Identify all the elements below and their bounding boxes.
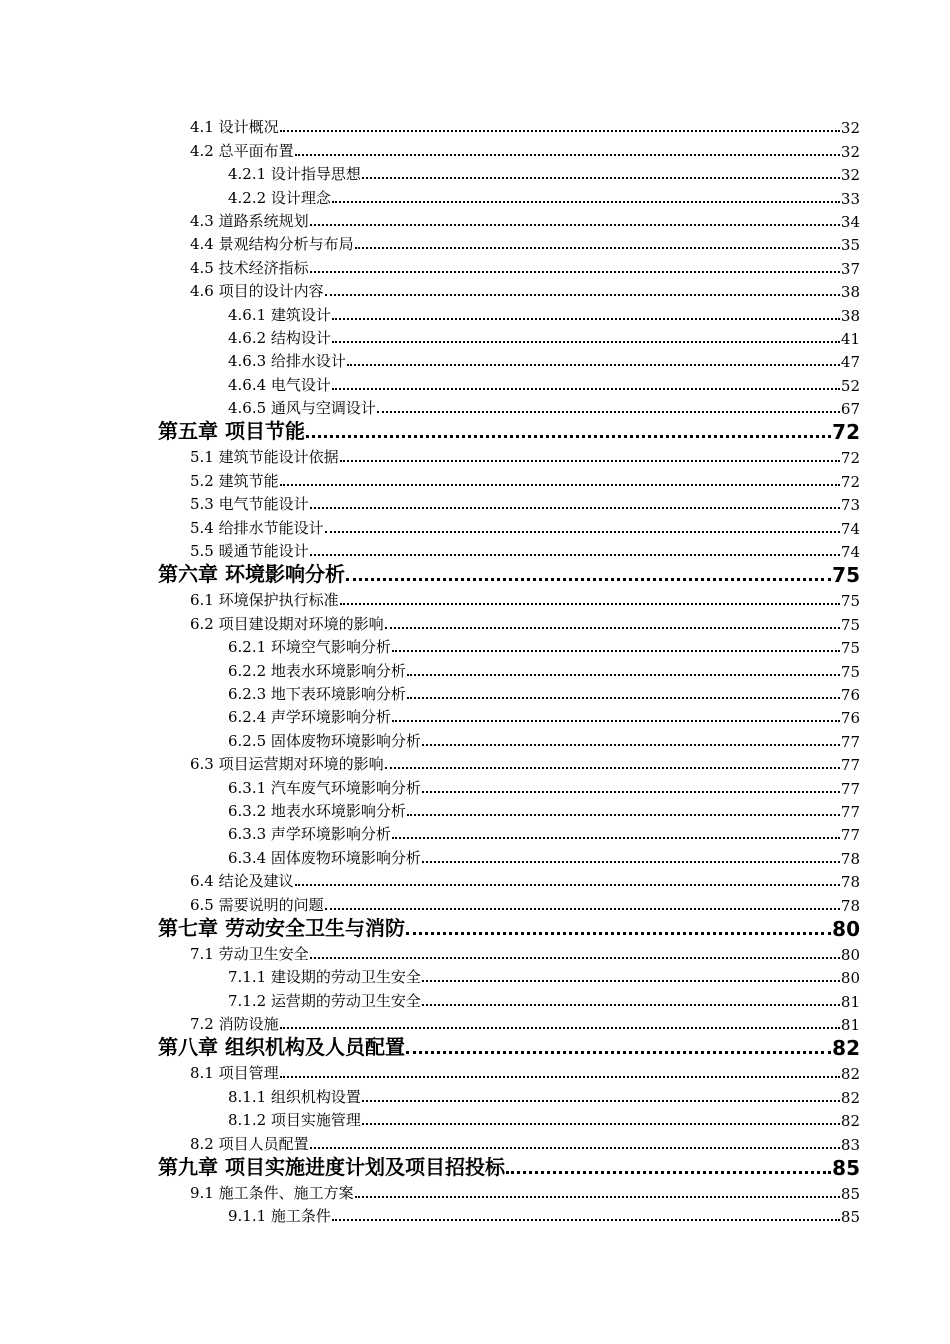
toc-entry-title: 6.3 项目运营期对环境的影响 (190, 755, 384, 774)
toc-page-number: 83 (840, 1135, 860, 1154)
dot-leader (280, 484, 840, 486)
toc-chapter-entry[interactable] (158, 418, 860, 444)
toc-entry-title: 6.5 需要说明的问题 (190, 895, 324, 914)
dot-leader (325, 531, 840, 533)
toc-entry-title: 4.2 总平面布置 (190, 141, 294, 160)
toc-subsection-entry[interactable] (158, 987, 860, 1010)
dot-leader (280, 1027, 840, 1029)
toc-entry-title: 4.3 道路系统规划 (190, 211, 309, 230)
toc-page-number: 32 (840, 119, 860, 138)
dot-leader (385, 627, 840, 629)
toc-subsection-entry[interactable] (158, 704, 860, 727)
dot-leader (422, 1004, 840, 1006)
toc-page-number: 82 (840, 1088, 860, 1107)
toc-page-number: 34 (840, 212, 860, 231)
toc-page-number: 80 (840, 969, 860, 988)
toc-chapter-entry[interactable] (158, 1034, 860, 1060)
toc-subsection-entry[interactable] (158, 325, 860, 348)
toc-entry-title: 5.5 暖通节能设计 (190, 542, 309, 561)
toc-page-number: 72 (840, 472, 860, 491)
toc-section-entry[interactable] (158, 467, 860, 490)
dot-leader (310, 507, 840, 509)
toc-section-entry[interactable] (158, 137, 860, 160)
toc-page-number: 77 (840, 802, 860, 821)
toc-entry-title: 8.1.2 项目实施管理 (228, 1111, 361, 1130)
dot-leader (362, 1123, 840, 1125)
toc-entry-title: 6.3.3 声学环境影响分析 (228, 825, 391, 844)
toc-entry-title: 4.2.1 设计指导思想 (228, 165, 361, 184)
dot-leader (407, 697, 840, 699)
dot-leader (422, 980, 840, 982)
dot-leader (407, 814, 840, 816)
toc-entry-title: 第七章 劳动安全卫生与消防 (158, 915, 405, 940)
toc-entry-title: 第八章 组织机构及人员配置 (158, 1035, 405, 1060)
toc-entry-title: 6.3.2 地表水环境影响分析 (228, 801, 406, 820)
toc-page-number: 38 (840, 306, 860, 325)
dot-leader (325, 908, 840, 910)
toc-page-number: 76 (840, 709, 860, 728)
toc-entry-title: 7.1 劳动卫生安全 (190, 944, 309, 963)
dot-leader (362, 1100, 840, 1102)
toc-subsection-entry[interactable] (158, 348, 860, 371)
dot-leader (310, 957, 840, 959)
toc-entry-title: 8.2 项目人员配置 (190, 1134, 309, 1153)
toc-entry-title: 第五章 项目节能 (158, 419, 305, 444)
toc-page-number: 75 (840, 592, 860, 611)
dot-leader (392, 650, 840, 652)
toc-subsection-entry[interactable] (158, 301, 860, 324)
dot-leader (295, 154, 840, 156)
dot-leader (355, 247, 840, 249)
toc-subsection-entry[interactable] (158, 821, 860, 844)
toc-subsection-entry[interactable] (158, 681, 860, 704)
toc-entry-title: 6.2.2 地表水环境影响分析 (228, 661, 406, 680)
dot-leader (385, 767, 840, 769)
dot-leader (407, 674, 840, 676)
toc-subsection-entry[interactable] (158, 774, 860, 797)
dot-leader (346, 578, 831, 581)
dot-leader (377, 411, 840, 413)
toc-entry-title: 6.2 项目建设期对环境的影响 (190, 614, 384, 633)
toc-entry-title: 9.1 施工条件、施工方案 (190, 1184, 354, 1203)
toc-page-number: 81 (840, 1016, 860, 1035)
toc-page-number: 78 (840, 849, 860, 868)
dot-leader (332, 1219, 840, 1221)
toc-page-number: 77 (840, 779, 860, 798)
dot-leader (310, 1147, 840, 1149)
toc-page-number: 73 (840, 496, 860, 515)
toc-entry-title: 6.1 环境保护执行标准 (190, 591, 339, 610)
toc-chapter-entry[interactable] (158, 915, 860, 941)
dot-leader (406, 1051, 831, 1054)
toc-entry-title: 5.3 电气节能设计 (190, 495, 309, 514)
toc-entry-title: 8.1.1 组织机构设置 (228, 1087, 361, 1106)
toc-page-number: 72 (832, 420, 860, 445)
toc-page-number: 75 (840, 662, 860, 681)
toc-page-number: 37 (840, 259, 860, 278)
toc-entry-title: 4.6.5 通风与空调设计 (228, 399, 376, 418)
toc-section-entry[interactable] (158, 1180, 860, 1203)
toc-section-entry[interactable] (158, 114, 860, 137)
dot-leader (506, 1171, 831, 1174)
dot-leader (310, 554, 840, 556)
toc-entry-title: 7.1.2 运营期的劳动卫生安全 (228, 991, 421, 1010)
toc-page-number: 77 (840, 732, 860, 751)
toc-page-number: 85 (832, 1155, 860, 1180)
dot-leader (332, 388, 840, 390)
dot-leader (325, 294, 840, 296)
toc-subsection-entry[interactable] (158, 964, 860, 987)
toc-page-number: 77 (840, 756, 860, 775)
toc-entry-title: 5.2 建筑节能 (190, 471, 279, 490)
toc-section-entry[interactable] (158, 587, 860, 610)
toc-section-entry[interactable] (158, 514, 860, 537)
toc-entry-title: 7.1.1 建设期的劳动卫生安全 (228, 968, 421, 987)
table-of-contents (158, 114, 860, 1226)
toc-page-number: 85 (840, 1185, 860, 1204)
toc-entry-title: 6.3.1 汽车废气环境影响分析 (228, 778, 421, 797)
toc-page-number: 82 (840, 1112, 860, 1131)
toc-section-entry[interactable] (158, 208, 860, 231)
toc-entry-title: 4.6.3 给排水设计 (228, 352, 346, 371)
toc-entry-title: 7.2 消防设施 (190, 1015, 279, 1034)
toc-page-number: 80 (832, 916, 860, 941)
toc-subsection-entry[interactable] (158, 1203, 860, 1226)
dot-leader (392, 720, 840, 722)
toc-page-number: 32 (840, 142, 860, 161)
dot-leader (422, 861, 840, 863)
toc-entry-title: 6.2.1 环境空气影响分析 (228, 638, 391, 657)
toc-page-number: 82 (840, 1065, 860, 1084)
toc-subsection-entry[interactable] (158, 184, 860, 207)
toc-section-entry[interactable] (158, 941, 860, 964)
toc-entry-title: 第九章 项目实施进度计划及项目招投标 (158, 1154, 505, 1179)
toc-section-entry[interactable] (158, 254, 860, 277)
dot-leader (280, 130, 840, 132)
toc-page-number: 38 (840, 283, 860, 302)
toc-entry-title: 6.3.4 固体废物环境影响分析 (228, 848, 421, 867)
toc-page-number: 76 (840, 685, 860, 704)
dot-leader (392, 837, 840, 839)
toc-entry-title: 4.5 技术经济指标 (190, 258, 309, 277)
toc-page-number: 33 (840, 189, 860, 208)
dot-leader (332, 318, 840, 320)
toc-subsection-entry[interactable] (158, 1107, 860, 1130)
toc-section-entry[interactable] (158, 231, 860, 254)
toc-page-number: 52 (840, 376, 860, 395)
dot-leader (306, 435, 831, 438)
toc-page-number: 47 (840, 353, 860, 372)
toc-page-number: 78 (840, 873, 860, 892)
toc-entry-title: 4.6.1 建筑设计 (228, 305, 331, 324)
toc-entry-title: 8.1 项目管理 (190, 1064, 279, 1083)
toc-page-number: 75 (832, 563, 860, 588)
toc-entry-title: 6.2.4 声学环境影响分析 (228, 708, 391, 727)
dot-leader (332, 201, 840, 203)
toc-page-number: 67 (840, 400, 860, 419)
toc-entry-title: 4.2.2 设计理念 (228, 188, 331, 207)
toc-subsection-entry[interactable] (158, 1083, 860, 1106)
dot-leader (422, 744, 840, 746)
toc-subsection-entry[interactable] (158, 634, 860, 657)
toc-entry-title: 6.2.3 地下表环境影响分析 (228, 684, 406, 703)
toc-page-number: 81 (840, 992, 860, 1011)
toc-page-number: 75 (840, 639, 860, 658)
dot-leader (310, 224, 840, 226)
dot-leader (347, 364, 840, 366)
toc-entry-title: 4.6.2 结构设计 (228, 328, 331, 347)
dot-leader (310, 271, 840, 273)
toc-entry-title: 4.1 设计概况 (190, 118, 279, 137)
toc-entry-title: 5.4 给排水节能设计 (190, 518, 324, 537)
toc-page-number: 74 (840, 519, 860, 538)
toc-page-number: 80 (840, 945, 860, 964)
toc-page-number: 75 (840, 615, 860, 634)
toc-page-number: 82 (832, 1036, 860, 1061)
toc-section-entry[interactable] (158, 868, 860, 891)
dot-leader (332, 341, 840, 343)
toc-entry-title: 6.2.5 固体废物环境影响分析 (228, 731, 421, 750)
toc-chapter-entry[interactable] (158, 561, 860, 587)
dot-leader (355, 1196, 840, 1198)
toc-entry-title: 4.6.4 电气设计 (228, 375, 331, 394)
dot-leader (362, 177, 840, 179)
toc-page-number: 72 (840, 449, 860, 468)
toc-section-entry[interactable] (158, 491, 860, 514)
toc-subsection-entry[interactable] (158, 371, 860, 394)
toc-page-number: 85 (840, 1208, 860, 1227)
toc-page-number: 77 (840, 826, 860, 845)
dot-leader (422, 791, 840, 793)
toc-chapter-entry[interactable] (158, 1154, 860, 1180)
dot-leader (406, 932, 831, 935)
toc-section-entry[interactable] (158, 610, 860, 633)
dot-leader (295, 884, 840, 886)
toc-entry-title: 第六章 环境影响分析 (158, 562, 345, 587)
toc-entry-title: 4.6 项目的设计内容 (190, 282, 324, 301)
dot-leader (340, 460, 840, 462)
toc-section-entry[interactable] (158, 278, 860, 301)
toc-page-number: 78 (840, 896, 860, 915)
toc-page-number: 41 (840, 329, 860, 348)
toc-page-number: 35 (840, 236, 860, 255)
dot-leader (280, 1076, 840, 1078)
toc-subsection-entry[interactable] (158, 657, 860, 680)
toc-subsection-entry[interactable] (158, 161, 860, 184)
toc-page-number: 74 (840, 543, 860, 562)
toc-subsection-entry[interactable] (158, 798, 860, 821)
toc-section-entry[interactable] (158, 444, 860, 467)
toc-entry-title: 6.4 结论及建议 (190, 872, 294, 891)
toc-subsection-entry[interactable] (158, 727, 860, 750)
toc-subsection-entry[interactable] (158, 844, 860, 867)
toc-entry-title: 4.4 景观结构分析与布局 (190, 235, 354, 254)
toc-page-number: 32 (840, 166, 860, 185)
toc-section-entry[interactable] (158, 751, 860, 774)
toc-entry-title: 5.1 建筑节能设计依据 (190, 448, 339, 467)
dot-leader (340, 603, 840, 605)
toc-section-entry[interactable] (158, 1060, 860, 1083)
toc-entry-title: 9.1.1 施工条件 (228, 1207, 331, 1226)
